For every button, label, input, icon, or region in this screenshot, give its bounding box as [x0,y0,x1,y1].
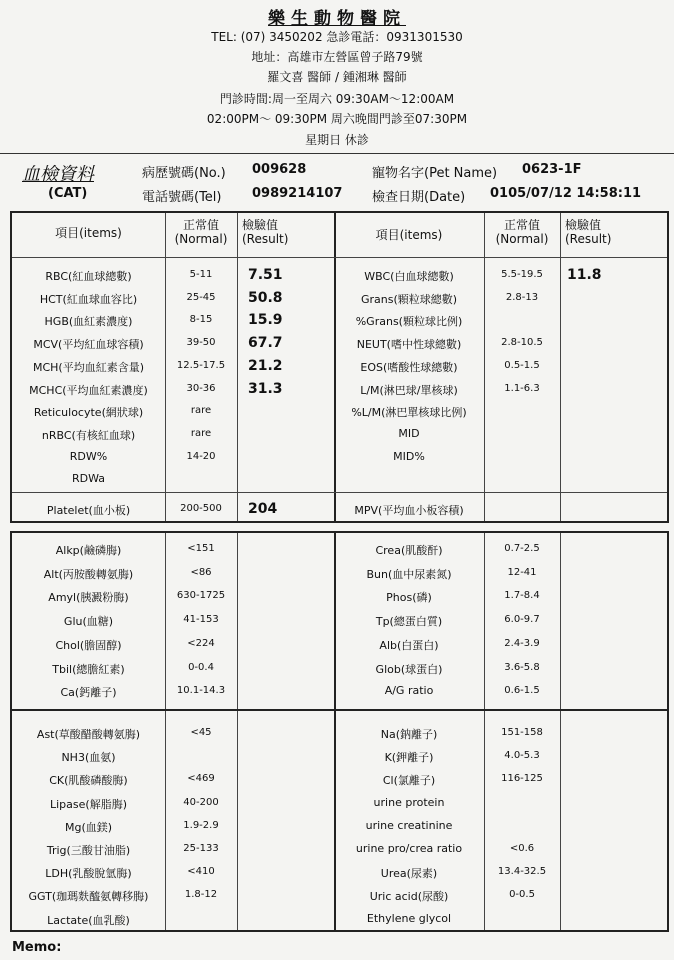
cbc-right-name: Grans(顆粒球總數) [360,292,458,306]
cbc-right-name: %Grans(顆粒球比例) [355,315,463,329]
cbc-right-name: WBC(白血球總數) [364,270,454,283]
cbc-right-name: MID% [393,449,425,463]
chem2-left-normal: <469 [187,773,215,785]
cbc-left-name: MCV(平均紅血球容積) [33,338,144,352]
cbc-left-name: nRBC(有核紅血球) [41,428,136,442]
chem1-right-name: A/G ratio [384,684,434,698]
cbc-table [10,211,669,523]
record-label: 病歷號碼(No.) [142,166,226,181]
chem2-left-name: Mg(血鎂) [64,820,113,834]
chem2-right-name: urine protein [373,795,445,809]
col-normal-left: 正常值 (Normal) [174,218,228,246]
chem2-left-name: Ast(草酸醋酸轉氨脢) [36,728,141,741]
chem2-left-name: CK(肌酸磷酸脢) [49,774,128,788]
chem1-right-normal: 0.6-1.5 [504,685,540,697]
chem2-right-name: urine pro/crea ratio [355,842,463,855]
chem2-right-name: Uric acid(尿酸) [369,890,449,904]
chem1-right-normal: 6.0-9.7 [504,614,540,626]
platelet-normal: 200-500 [180,503,222,514]
chem2-right-name: Cl(氯離子) [382,774,436,788]
chem2-left-normal: <410 [187,866,215,878]
chem2-left-normal: 40-200 [183,796,219,808]
chem2-right-normal: 4.0-5.3 [504,750,540,762]
chem2-left-name: GGT(珈瑪麩醯氨轉移脢) [28,890,149,904]
col-result-right: 檢驗值 (Result) [565,218,612,246]
chem1-left-name: Alt(丙胺酸轉氨脢) [43,567,134,581]
memo-label: Memo: [12,940,62,955]
clinic-hours-1: 門診時間:周一至周六 09:30AM～12:00AM [219,92,455,106]
cbc-left-result: 7.51 [248,267,283,283]
phone-number: 0989214107 [252,186,343,201]
chem2-left-name: LDH(乳酸脫氫脢) [45,867,132,881]
cbc-left-result: 21.2 [248,357,283,374]
hospital-address: 地址：高雄市左營區曾子路79號 [251,50,423,64]
chem2-left-normal: 25-133 [183,843,219,854]
cbc-left-result: 15.9 [248,312,283,329]
chem2-right-normal: 151-158 [501,727,543,738]
chem1-left-normal: <151 [187,543,215,554]
col-normal-right: 正常值 (Normal) [495,218,549,246]
hospital-name: 樂生動物醫院 [268,9,406,29]
species: (CAT) [48,186,88,201]
chem2-right-normal: 0-0.5 [509,889,535,901]
cbc-left-result: 31.3 [248,380,283,397]
cbc-right-name: %L/M(淋巴單核球比例) [351,406,467,420]
cbc-left-normal: rare [190,427,212,439]
chem1-right-normal: 12-41 [507,566,537,578]
cbc-left-name: Reticulocyte(網狀球) [33,406,144,420]
cbc-left-normal: 5-11 [189,269,213,280]
cbc-right-normal: 0.5-1.5 [504,359,540,371]
chem1-right-normal: 2.4-3.9 [504,637,540,649]
cbc-left-name: MCHC(平均血紅素濃度) [29,383,148,397]
chem1-left-name: Chol(膽固醇) [55,638,122,652]
chem2-left-name: Trig(三酸甘油脂) [46,844,131,857]
chem1-left-normal: <224 [187,637,215,649]
chem1-right-normal: 0.7-2.5 [504,543,540,554]
chem1-left-name: Tbil(總膽紅素) [52,662,125,676]
chem1-left-name: Glu(血糖) [63,615,114,629]
cbc-left-name: RDW% [69,449,108,463]
chem1-left-name: Ca(鈣離子) [60,686,117,700]
chem1-left-normal: 630-1725 [176,590,226,602]
cbc-left-name: MCH(平均血紅素含量) [32,360,145,374]
chem2-left-name: Lipase(解脂脢) [50,797,127,811]
chem2-right-name: Na(鈉離子) [380,728,438,741]
cbc-left-normal: 12.5-17.5 [176,359,226,371]
col-items-right: 項目(items) [375,228,443,242]
col-result-left: 檢驗值 (Result) [242,218,289,246]
chem1-left-normal: 10.1-14.3 [176,685,226,697]
chemistry-table [10,531,669,932]
chem1-left-name: Amyl(胰澱粉脢) [48,591,129,605]
cbc-right-name: L/M(淋巴球/單核球) [360,383,458,397]
chem1-right-name: Glob(球蛋白) [375,662,443,676]
phone-label: 電話號碼(Tel) [142,190,222,205]
cbc-left-normal: 14-20 [186,450,216,462]
pet-name-label: 寵物名字(Pet Name) [372,166,498,181]
chem1-right-name: Phos(磷) [386,591,432,605]
section-title: 血檢資料 [22,164,94,185]
platelet-result: 204 [248,501,278,517]
cbc-left-normal: 30-36 [186,382,216,394]
cbc-right-name: MID [398,426,420,440]
chem2-left-name: Lactate(血乳酸) [47,913,130,927]
record-no: 009628 [252,162,307,177]
cbc-left-normal: rare [190,405,212,417]
chem2-right-normal: 116-125 [501,773,543,785]
cbc-right-normal: 5.5-19.5 [501,269,543,280]
chem2-right-name: K(鉀離子) [384,751,434,765]
col-items-left: 項目(items) [55,226,122,240]
chem1-right-name: Tp(總蛋白質) [375,615,443,629]
pet-name: 0623-1F [522,162,582,177]
chem1-right-name: Crea(肌酸酐) [375,544,443,557]
hospital-tel: TEL: (07) 3450202 急診電話：0931301530 [211,30,463,44]
chem2-left-normal: <45 [190,727,212,738]
chem1-left-normal: 0-0.4 [188,661,214,673]
cbc-left-result: 67.7 [248,335,283,352]
chem2-right-normal: 13.4-32.5 [497,866,547,878]
chem2-right-normal: <0.6 [509,843,535,854]
hospital-doctors: 羅文喜 醫師 / 鍾湘琳 醫師 [267,70,407,84]
chem2-left-name: NH3(血氨) [61,751,116,765]
header-divider [0,153,674,154]
chem1-right-name: Alb(白蛋白) [379,638,439,652]
cbc-left-name: RBC(紅血球總數) [45,270,132,283]
cbc-left-name: HCT(紅血球血容比) [39,292,138,306]
chem2-right-name: urine creatinine [365,818,453,832]
exam-date: 0105/07/12 14:58:11 [490,186,642,201]
cbc-right-normal: 2.8-13 [505,291,539,303]
chem2-left-normal: 1.8-12 [184,889,218,901]
clinic-hours-2: 02:00PM～ 09:30PM 周六晚間門診至07:30PM [206,112,468,126]
chem1-left-normal: <86 [190,566,212,578]
chem1-right-normal: 1.7-8.4 [504,590,540,602]
sunday-closed: 星期日 休診 [305,133,369,147]
cbc-right-name: EOS(嗜酸性球總數) [360,360,458,374]
chem1-left-name: Alkp(鹼磷脢) [55,544,122,557]
chem1-right-name: Bun(血中尿素氮) [366,567,452,581]
cbc-left-normal: 25-45 [186,291,216,303]
cbc-right-normal: 2.8-10.5 [501,337,543,349]
cbc-left-normal: 8-15 [189,314,213,326]
platelet-name: Platelet(血小板) [46,504,131,517]
cbc-right-name: NEUT(嗜中性球總數) [356,338,462,352]
cbc-right-result: 11.8 [567,267,602,283]
cbc-left-normal: 39-50 [186,337,216,349]
cbc-left-result: 50.8 [248,289,283,306]
mpv-name: MPV(平均血小板容積) [354,504,464,517]
chem2-right-name: Urea(尿素) [380,867,438,881]
cbc-right-normal: 1.1-6.3 [504,382,540,394]
chem1-left-normal: 41-153 [183,614,219,626]
date-label: 檢查日期(Date) [372,190,466,205]
chem1-right-normal: 3.6-5.8 [504,661,540,673]
chem2-left-normal: 1.9-2.9 [183,819,219,831]
cbc-left-name: HGB(血紅素濃度) [44,315,133,329]
chem2-right-name: Ethylene glycol [366,911,452,925]
cbc-left-name: RDWa [71,472,106,486]
